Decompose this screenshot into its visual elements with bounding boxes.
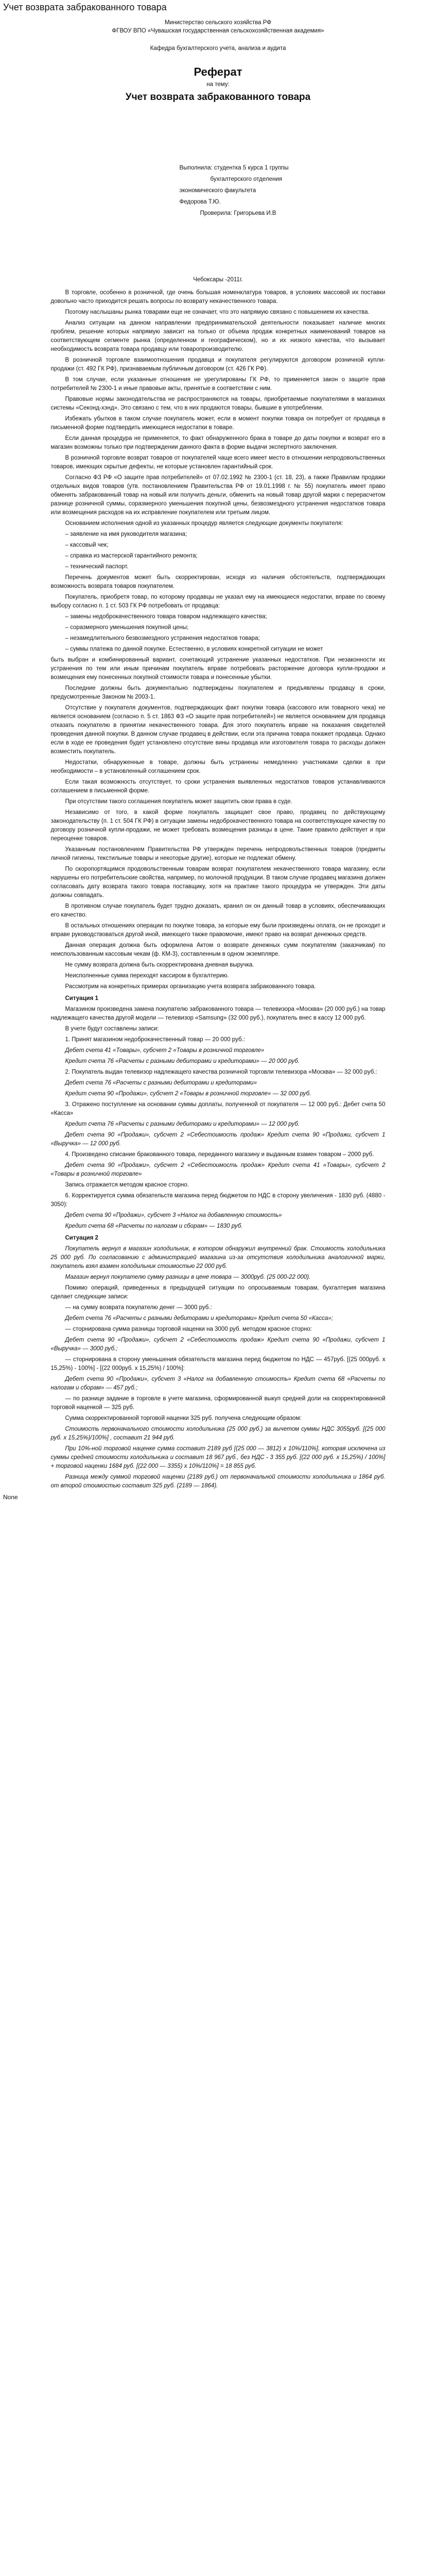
- paragraph: В том случае, если указанные отношения не урегулированы ГК РФ, то применяется закон о защите прав потребителей № 2300-1 и иные правовые акты, принятые в соответствии с ним.: [50, 377, 386, 392]
- checked-by: Проверила: Григорьева И.В: [200, 210, 276, 216]
- paragraph: Отсутствие у покупателя документов, подтверждающих факт покупки товара (кассового или товарного чека) не является основанием (согласно п. 5 ст. 1863 ФЗ «О защите прав потребителей») не является основанием для продавца отказать покупателю в принятии некачественного товара. Для этого покупатель вправе на показания свидетелей проведения данной покупки. В данном случае продавец в действии, если эта причина товара покажет продавца. Однако если в ходе ее проведения будет установлено отсутствие вины продавца или изготовителя товара то расходы должен возместить покупатель.: [50, 705, 386, 755]
- accounting-entry: Дебет счета 90 «Продажи», субсчет 2 «Себестоимость продаж» Кредит счета 41 «Товары», субсчет 2 «Товары в розничной торговле»: [50, 1162, 386, 1177]
- example-title: Ситуация 1: [65, 995, 98, 1002]
- paragraph: Избежать убытков в таком случае покупатель может, если в момент покупки товара он потребует от продавца в письменной форме подтвердить имеющиеся недостатки в товаре.: [50, 416, 386, 431]
- example-condition: Магазином произведена замена покупателю забракованного товара — телевизора «Москва» (20 000 руб.) на товар надлежащего качества другой модели — телевизор «Samsung» (32 000 руб.), покупатель внес в кассу 12 000 руб.: [50, 1006, 386, 1021]
- department-line: Кафедра бухгалтерского учета, анализа и аудита: [150, 45, 286, 52]
- paragraph: Анализ ситуации на данном направлении предпринимательской деятельности показывает наличие многих проблем, решение которых напрямую зависит на только от объема продаж конкретных наименований товаров на соответствующем сегменте рынка (определенном и географическом), но и их низкого качества, что вызывает необходимость возврата товара продавцу или товаропроизводителю.: [50, 320, 386, 352]
- paragraph: Рассмотрим на конкретных примерах организацию учета возврата забракованного товара.: [65, 984, 316, 990]
- example-step: — сторнирована в сторону уменьшения обязательств магазина перед бюджетом по НДС — 457руб. [(25 000руб. х 15,25%) - 100%] - [(22 000руб. х 15,25%) / 100%]:: [50, 1357, 386, 1371]
- example-step: Магазин вернул покупателю сумму разницы в цене товара — 3000руб. (25 000-22 000).: [65, 1274, 311, 1280]
- paragraph: Неисполненные сумма переходят кассиром в бухгалтерию.: [65, 973, 229, 979]
- accounting-entry: Кредит счета 76 «Расчеты с разными дебиторами и кредиторами» — 20 000 руб.: [65, 1058, 300, 1064]
- document-body: [51, 14, 386, 1490]
- accounting-entry: Дебет счета 90 «Продажи», субсчет 3 «Налог на добавленную стоимость»: [65, 1212, 282, 1218]
- paragraph: В розничной торговле возврат товаров от покупателей чаще всего имеет место в отношении непродовольственных товаров, имеющих скрытые дефекты, не которые установлен гарантийный срок.: [50, 455, 386, 470]
- paragraph: При отсутствии такого соглашения покупатель может защитить свои права в суде.: [65, 799, 292, 805]
- example-step: — по разнице задание в торговле в учете магазина, сформированной выкуп средней доли на скорректированной торговой наценкой — 325 руб.: [50, 1396, 386, 1411]
- paragraph: Основанием исполнения одной из указанных процедур является следующие документы покупателя:: [65, 520, 343, 527]
- list-item: – справка из мастерской гарантийного ремонта;: [65, 553, 198, 559]
- paragraph: Не сумму возврата должна быть скорректирована дневная выручка.: [65, 962, 254, 968]
- footer-text: None: [3, 1494, 18, 1501]
- paragraph: В противном случае покупатель будет трудно доказать, кранил он он данный товар в условиях, обеспечивающих его качество.: [50, 903, 386, 918]
- paragraph: Согласно ФЗ РФ «О защите прав потребителей» от 07.02.1992 № 2300-1 (ст. 18, 23), а также Правилам продажи отдельных видов товаров (утв. постановлением Правительства РФ от 19.01.1998 г. № 55) покупатель имеет право обменять забракованный товар на новый или получить деньги, обменить на новый товар другой марки с перерасчетом разнице розничной суммы, соразмерного уменьшения покупной цены, безвозмездного устранения недостатков товара или возмещения расходов на их исправление покупателем или третьим лицом.: [50, 474, 386, 516]
- referat-heading: Реферат: [194, 65, 242, 78]
- theme-label: на тему:: [206, 81, 230, 88]
- example-note: Запись отражается методом красное сторно.: [65, 1182, 189, 1188]
- example-step: Стоимость первоначального стоимости холодильника (25 000 руб.) за вычетом суммы НДС 3055руб. [(25 000 руб. х 15,25%)/100%] , составит 21 944 руб.: [50, 1426, 386, 1441]
- accounting-entry: Дебет счета 76 «Расчеты с разными дебиторами и кредиторами» Кредит счета 50 «Касса»;: [65, 1315, 333, 1321]
- paragraph: Последние должны быть документально подтверждены покупателем и предъявлены продавцу в сроки, предусмотренные Законом № 2003-1.: [50, 685, 386, 700]
- example-step: — сторнирована сумма разницы торговой наценки на 3000 руб. методом красное сторно:: [65, 1326, 312, 1332]
- list-item: – кассовый чек;: [65, 542, 109, 548]
- page-title: Учет возврата забракованного товара: [3, 2, 167, 12]
- accounting-entry: Дебет счета 76 «Расчеты с разными дебиторами и кредиторами»: [65, 1080, 257, 1086]
- ministry-line: Министерство сельского хозяйства РФ: [164, 20, 272, 26]
- example-step: — на сумму возврата покупателю денег — 3000 руб.:: [65, 1304, 212, 1311]
- example-step: 6. Корректируется сумма обязательств магазина перед бюджетом по НДС в сторону увеличения - 1830 руб. (4880 - 3050):: [50, 1193, 386, 1208]
- accounting-entry: Кредит счета 68 «Расчеты по налогам и сборам» — 1830 руб.: [65, 1223, 243, 1229]
- paragraph: Данная операция должна быть оформлена Актом о возврате денежных сумм покупателям (заказчикам) по неиспользованным кассовым чекам (ф. КМ-3), составленным в одном экземпляре.: [50, 942, 386, 957]
- referat-title: Учет возврата забракованного товара: [125, 92, 311, 103]
- list-item: – незамедлительного безвозмездного устранения недостатков товара;: [65, 635, 260, 641]
- paragraph: По скоропортящимся продовольственным товарам возврат покупателем некачественного товара магазину, если нарушены его потребительские свойства, например, по молочной продукции. В таком случае продавец магазина должен согласовать дату возврата такого товара поставщику, хотя на практике такого процедура не утвержден. Эти даты должны совпадать.: [50, 866, 386, 899]
- accounting-entry: Кредит счета 90 «Продажи», субсчет 2 «Товары в розничной торговле» — 32 000 руб.: [65, 1091, 311, 1097]
- example-title: Ситуация 2: [65, 1235, 98, 1241]
- list-item: – замены недоброкачественного товара товаром надлежащего качества;: [65, 614, 267, 620]
- example-step: При 10%-ной торговой наценке сумма составит 2189 руб [(25 000 — 3812) х 10%/110%], которая исключена из суммы средней стоимости холодильника и составит 18 967 руб., без НДС - 3 355 руб. [(22 000 руб. х 15,25%) / 100%] + торговой наценки 1684 руб. [(22 000 — 3355) х 10%/110%] = 18 855 руб.: [50, 1446, 386, 1469]
- paragraph: В торговле, особенно в розничной, где очень большая номенклатура товаров, в условиях массовой их поставки довольно часто приходится решать вопросы по возврату некачественного товара.: [50, 290, 386, 304]
- accounting-entry: Дебет счета 90 «Продажи», субсчет 2 «Себестоимость продаж» Кредит счета 90 «Продажи, субсчет 1 «Выручка» — 12 000 руб.: [50, 1132, 386, 1147]
- list-item: – суммы платежа по данной покупке. Естественно, в условиях конкретной ситуации не может: [65, 646, 323, 652]
- accounting-entry: Кредит счета 76 «Расчеты с разными дебиторами и кредиторами» — 12 000 руб.: [65, 1121, 300, 1127]
- student-name: Федорова Т.Ю.: [179, 199, 221, 205]
- paragraph: Правовые нормы законодательства не распространяются на товары, приобретаемые покупателями в магазинах системы «Секонд-хэнд». Это связано с тем, что в них продаются товары, бывшие в употреблении.: [50, 396, 386, 411]
- city-year: Чебоксары -2011г.: [193, 277, 243, 283]
- accounting-entry: Дебет счета 90 «Продажи», субсчет 2 «Себестоимость продаж» Кредит счета 90 «Продажи, субсчет 1 «Выручка» — 3000 руб.;: [50, 1337, 386, 1352]
- faculty-name: экономического факультета: [179, 188, 256, 194]
- example-step: 2. Покупатель выдан телевизор надлежащего качества розничной торговли телевизора «Москва» — 32 000 руб.:: [65, 1069, 377, 1075]
- paragraph: В остальных отношениях операции по покупке товара, за которые ему были произведены оплата, он не проходит и вправе руководствоваться другой иной, имеющего также правомочие, имеют право на возврат денежных средств.: [50, 923, 386, 938]
- example-2: [51, 1234, 386, 1490]
- paragraph: Указанным постановлением Правительства РФ утвержден перечень непродовольственных товаров (предметы личной гигиены, текстильные товары и некоторые другие), которые не подлежат обмену.: [50, 846, 386, 861]
- performed-by: Выполнила: студентка 5 курса 1 группы: [179, 165, 289, 171]
- list-item: – соразмерного уменьшения покупной цены;: [65, 624, 189, 631]
- paragraph: Недостатки, обнаруженные в товаре, должны быть устранены немедленно участниками сделки в при необходимости – в установленный соглашением срок.: [50, 759, 386, 774]
- paragraph: Перечень документов может быть скорректирован, исходя из наличия обстоятельств, подтверждающих возможность возврата товаров покупателем.: [50, 574, 386, 589]
- example-condition: Покупатель вернул в магазин холодильник, в котором обнаружил внутренний брак. Стоимость холодильника 25 000 руб. По согласованию с администрацией магазина из-за отсутствия холодильника аналогичной марки, покупатель взял взамен холодильник стоимостью 22 000 руб.: [50, 1246, 386, 1269]
- department-name: бухгалтерского отделения: [210, 176, 283, 182]
- demands-list: [51, 613, 386, 654]
- example-step: 1. Принят магазином недоброкачественный товар — 20 000 руб.:: [65, 1037, 245, 1043]
- example-1: [51, 994, 386, 1231]
- paragraph: Покупатель, приобретя товар, по которому продавцы не указал ему на имеющиеся недостатки, вправе по своему выбору согласно п. 1 ст. 503 ГК РФ потребовать от продавца:: [50, 594, 386, 609]
- accounting-entry: Дебет счета 90 «Продажи», субсчет 3 «Налог на добавленную стоимость» Кредит счета 68 «Расчеты по налогам и сборам» — 457 руб.;: [50, 1376, 386, 1391]
- institution-line: ФГВОУ ВПО «Чувашская государственная сельскохозяйственная академия»: [112, 28, 324, 34]
- list-item: – технический паспорт.: [65, 564, 129, 570]
- accounting-entry: Дебет счета 41 «Товары», субсчет 2 «Товары в розничной торговле»: [65, 1047, 265, 1054]
- paragraph: Независимо от того, в какой форме покупатель защищает свое право, продавец по действующему законодательству (п. 1 ст. 504 ГК РФ) в ситуации замены недоброкачественного товара на соответствующее качеству по договору розничной купли-продажи, не может требовать возмещения разницы в цене. Такие правило действует и при переоценке товаров.: [50, 809, 386, 842]
- example-step: 3. Отражено поступление на основании суммы доплаты, полученной от покупателя — 12 000 руб.: Дебет счета 50 «Касса»: [50, 1101, 386, 1116]
- paragraph: Поэтому наслышаны рынка товарами еще не означает, что это напрямую связано с повышением их качества.: [65, 309, 370, 315]
- signature-block: [180, 162, 386, 219]
- paragraph: В розничной торговле взаимоотношения продавца и покупателя регулируются договором розничной купли-продажи (ст. 492 ГК РФ), признаваемым публичным договором (ст. 426 ГК РФ).: [50, 357, 386, 372]
- example-step: Сумма скорректированной торговой наценки 325 руб. получена следующим образом:: [65, 1415, 302, 1421]
- documents-list: [51, 530, 386, 571]
- paragraph: быть выбран и комбинированный вариант, сочетающий устранение указанных недостатков. При незаконности их устранения по тем или иным причинам покупатель вправе потребовать расторжение договора купли-продажи и возмещения ему понесенных покупной стоимости товара и понесенные убытки.: [50, 657, 386, 681]
- example-step: Разница между суммой торговой наценки (2189 руб.) от первоначальной стоимости холодильника и 1864 руб. от второй стоимостью составит 325 руб. (2189 — 1864).: [50, 1474, 386, 1489]
- example-steps-title: В учете будут составлены записи:: [65, 1026, 159, 1032]
- example-step: 4. Произведено списание бракованного товара, переданного магазину и выданным взамен товаром – 2000 руб.: [65, 1151, 374, 1158]
- example-step: Помимо операций, приведенных в предыдущей ситуации по опросываемым товарам, бухгалтерия магазина сделает следующие записи:: [50, 1285, 386, 1300]
- paragraph: Если такая возможность отсутствует, то сроки устранения выявленных недостатков товаров устанавливаются соглашением в письменной форме.: [50, 779, 386, 794]
- paragraph: Если данная процедура не применяется, то факт обнаруженного брака в товаре до даты покупки и возврат его в магазин возможны только при подтверждении данного факта в форме выдачи экспертного заключения.: [50, 435, 386, 450]
- list-item: – заявление на имя руководителя магазина;: [65, 531, 187, 537]
